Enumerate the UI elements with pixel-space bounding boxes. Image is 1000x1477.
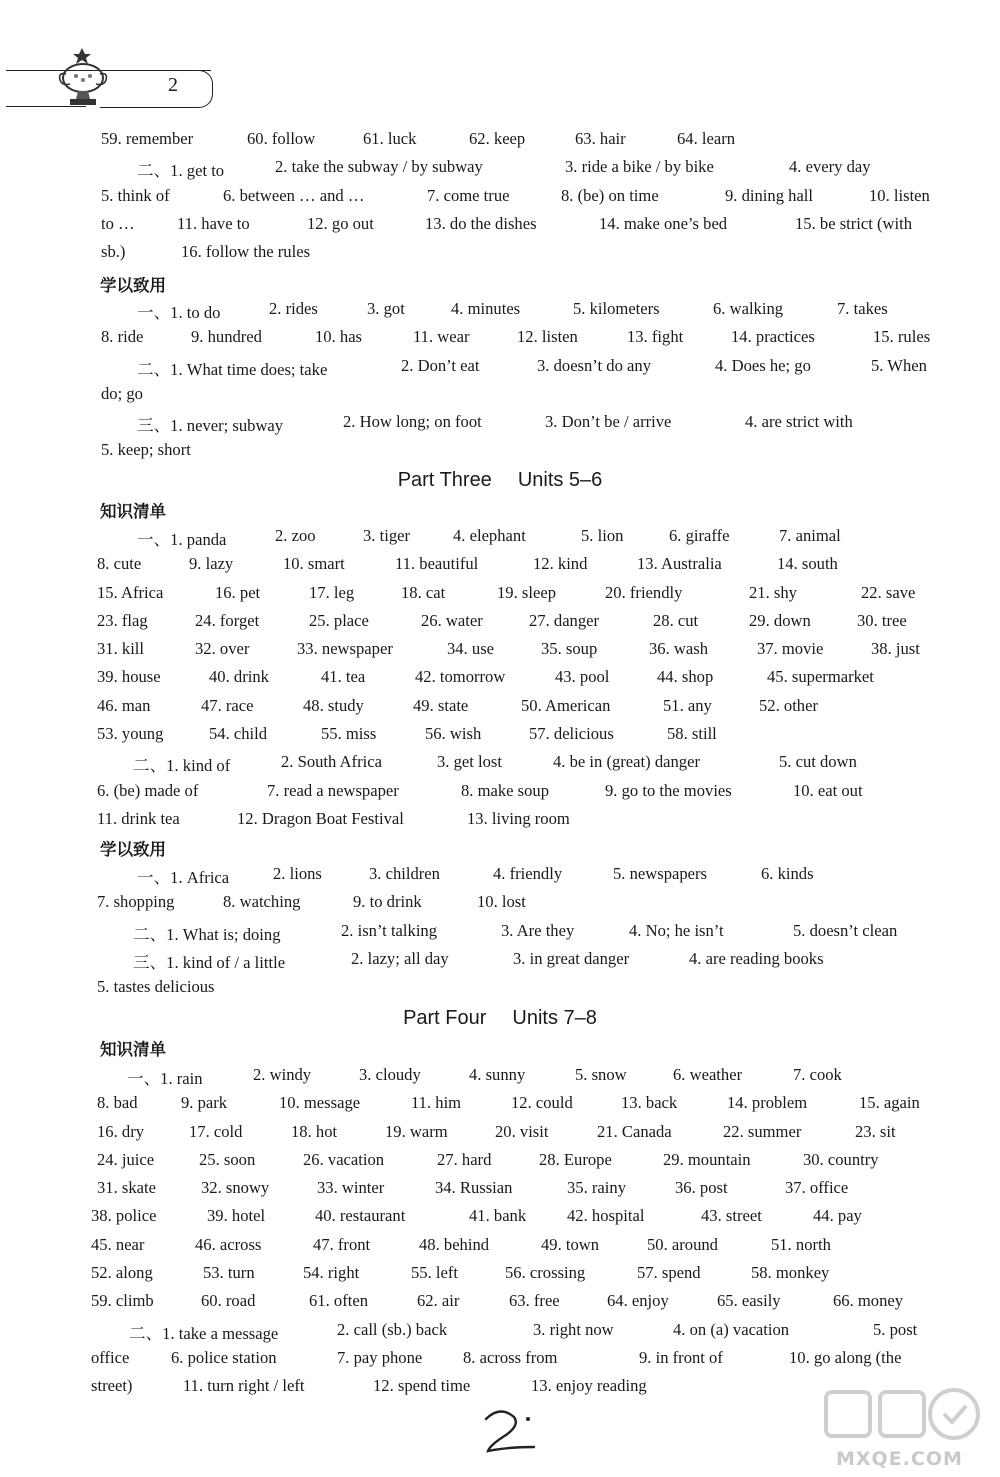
answer-item: 2. zoo <box>275 526 316 545</box>
answer-item: 5. doesn’t clean <box>793 920 898 940</box>
watermark-text: MXQE.COM <box>836 1448 963 1470</box>
answer-item: 20. visit <box>495 1121 549 1141</box>
answer-item: 14. problem <box>727 1093 808 1113</box>
answer-item: 9. hundred <box>191 327 262 347</box>
answer-row <box>91 1234 945 1263</box>
answer-item: 3. tiger <box>363 526 411 545</box>
answer-item: 2. lazy; all day <box>351 948 449 968</box>
answer-item: 2. windy <box>253 1065 312 1084</box>
answer-row <box>97 611 945 639</box>
answer-item: 44. pay <box>813 1206 862 1226</box>
answer-item: 二、1. What time does; take <box>137 359 328 379</box>
answer-item: 一、1. Africa <box>137 868 230 887</box>
answer-item: 17. leg <box>309 582 355 602</box>
answer-item: 8. watching <box>223 892 301 912</box>
answer-row <box>97 864 945 892</box>
answer-item: 4. are strict with <box>745 412 853 432</box>
answer-item: office <box>91 1347 130 1367</box>
answer-item: 61. often <box>309 1291 368 1311</box>
answer-item: 36. wash <box>649 639 708 659</box>
answer-row <box>97 781 945 809</box>
answer-item: 一、1. to do <box>137 303 221 322</box>
answer-row <box>97 752 945 780</box>
answer-item: 26. vacation <box>303 1149 385 1169</box>
answer-item: 3. right now <box>533 1319 614 1339</box>
answer-item: 25. soon <box>199 1149 256 1169</box>
answer-item: 52. along <box>91 1263 153 1283</box>
answer-item: 51. any <box>663 695 712 715</box>
answer-item: 52. other <box>759 695 818 715</box>
answer-item: 4. elephant <box>453 526 526 545</box>
answer-item: 39. house <box>97 667 161 687</box>
answer-item: 30. country <box>803 1149 879 1169</box>
answer-item: 4. are reading books <box>689 948 824 968</box>
answer-item: 54. child <box>209 724 268 744</box>
answer-item: 8. across from <box>463 1347 558 1367</box>
answer-item: 6. police station <box>171 1347 277 1367</box>
answer-item: 6. between … and … <box>223 185 365 205</box>
answer-item: 16. dry <box>97 1121 145 1141</box>
answer-item: 12. spend time <box>373 1376 471 1396</box>
answer-item: 8. cute <box>97 554 142 574</box>
answer-item: 3. doesn’t do any <box>537 355 651 375</box>
answer-row <box>97 327 945 355</box>
answer-item: 56. crossing <box>505 1263 586 1283</box>
answer-item: 7. takes <box>837 299 888 318</box>
answer-item: 6. kinds <box>761 864 814 883</box>
answer-item: 45. near <box>91 1234 145 1254</box>
answer-item: 4. every day <box>789 157 871 177</box>
answer-item: 23. flag <box>97 610 148 630</box>
answer-item: 4. sunny <box>469 1065 526 1084</box>
answer-row <box>97 356 945 384</box>
answer-item: 4. Does he; go <box>715 355 811 375</box>
answer-item: 44. shop <box>657 667 714 687</box>
section-part-four-list <box>91 1065 945 1405</box>
answer-item: 9. park <box>181 1093 228 1113</box>
answer-row <box>97 921 945 949</box>
answer-item: 6. weather <box>673 1065 743 1084</box>
answer-item: 53. turn <box>203 1263 255 1283</box>
answer-item: 37. movie <box>757 639 824 659</box>
answer-row <box>97 1122 945 1150</box>
answer-item: 8. make soup <box>461 780 550 800</box>
answer-item: 38. just <box>871 639 920 659</box>
answer-item: 7. cook <box>793 1065 842 1084</box>
answer-item: 37. office <box>785 1178 849 1198</box>
answer-item: 38. police <box>91 1206 157 1226</box>
answer-item: 3. got <box>367 299 405 318</box>
answer-row <box>97 526 945 554</box>
answer-row <box>91 1206 945 1234</box>
answer-item: 62. air <box>417 1291 460 1311</box>
answer-item: 31. kill <box>97 639 145 659</box>
answer-row <box>97 639 945 667</box>
answer-item: 40. restaurant <box>315 1206 406 1226</box>
answer-item: 3. get lost <box>437 752 502 772</box>
answer-row <box>97 724 945 752</box>
answer-item: 15. Africa <box>97 582 164 602</box>
answer-item: 60. road <box>201 1291 256 1311</box>
answer-item: 43. pool <box>555 667 610 687</box>
watermark-emblem-icon <box>818 1386 988 1450</box>
answer-item: 一、1. panda <box>137 530 227 549</box>
answer-item: 11. turn right / left <box>183 1376 305 1396</box>
answer-item: 三、1. kind of / a little <box>133 952 286 972</box>
answer-item: 7. pay phone <box>337 1347 423 1367</box>
answer-item: 63. free <box>509 1291 560 1311</box>
answer-item: 18. hot <box>291 1121 338 1141</box>
subheading-knowledge: 知识清单 <box>100 1040 166 1059</box>
answer-item: 51. north <box>771 1234 831 1254</box>
answer-item: 19. warm <box>385 1121 448 1141</box>
answer-item: 12. go out <box>307 213 374 233</box>
answer-row <box>97 242 945 270</box>
answer-item: 6. (be) made of <box>97 780 199 800</box>
answer-item: 12. listen <box>517 327 578 347</box>
answer-item: 5. kilometers <box>573 299 660 318</box>
answer-item: 9. go to the movies <box>605 780 732 800</box>
answer-item: 3. ride a bike / by bike <box>565 157 714 177</box>
answer-item: 34. Russian <box>435 1178 513 1198</box>
section-practice-1 <box>97 299 945 469</box>
answer-item: 27. danger <box>529 610 600 630</box>
handwritten-mark <box>480 1405 560 1455</box>
answer-item: 14. practices <box>731 327 815 347</box>
answer-item: 29. down <box>749 610 811 630</box>
answer-row <box>97 129 945 157</box>
answer-item: 5. cut down <box>779 752 857 772</box>
answer-item: 45. supermarket <box>767 667 874 687</box>
answer-row <box>97 977 945 1005</box>
answer-item: 63. hair <box>575 129 626 148</box>
answer-item: 15. again <box>859 1093 920 1113</box>
answer-item: 12. kind <box>533 554 588 574</box>
answer-row <box>97 186 945 214</box>
answer-item: 2. isn’t talking <box>341 920 438 940</box>
answer-item: 5. tastes delicious <box>97 977 215 997</box>
answer-item: 26. water <box>421 610 483 630</box>
section-part-three-list <box>97 526 945 837</box>
answer-row <box>97 384 945 412</box>
answer-item: 16. follow the rules <box>181 242 311 262</box>
answer-item: 3. cloudy <box>359 1065 421 1084</box>
answer-item: 5. keep; short <box>101 440 191 460</box>
answer-item: 61. luck <box>363 129 417 148</box>
answer-item: 17. cold <box>189 1121 243 1141</box>
answer-item: 2. lions <box>273 864 322 883</box>
answer-item: 8. (be) on time <box>561 185 659 205</box>
answer-item: 66. money <box>833 1291 904 1311</box>
answer-item: 57. spend <box>637 1263 701 1283</box>
answer-item: 22. summer <box>723 1121 802 1141</box>
answer-row <box>91 1347 945 1376</box>
answer-item: 29. mountain <box>663 1149 751 1169</box>
answer-item: 5. think of <box>101 185 170 205</box>
subheading-practice: 学以致用 <box>100 276 166 295</box>
answer-row <box>97 440 945 468</box>
answer-item: 3. children <box>369 864 440 883</box>
answer-item: 12. could <box>511 1093 573 1113</box>
answer-item: 2. How long; on foot <box>343 412 482 432</box>
answer-item: 8. ride <box>101 327 144 347</box>
answer-item: 23. sit <box>855 1121 896 1141</box>
answer-item: 11. beautiful <box>395 554 479 574</box>
answer-item: to … <box>101 213 135 233</box>
section-practice-2 <box>97 864 945 1005</box>
answer-item: 11. him <box>411 1093 462 1113</box>
answer-item: 二、1. What is; doing <box>133 924 281 944</box>
answer-item: 15. be strict (with <box>795 213 913 233</box>
answer-item: 10. has <box>315 327 363 347</box>
answer-item: 33. winter <box>317 1178 385 1198</box>
answer-item: 27. hard <box>437 1149 492 1169</box>
answer-item: 3. Are they <box>501 920 575 940</box>
answer-item: 65. easily <box>717 1291 781 1311</box>
part-heading <box>0 469 1000 492</box>
answer-item: 64. learn <box>677 129 736 148</box>
answer-item: 56. wish <box>425 724 482 744</box>
watermark-logo <box>818 1386 988 1472</box>
answer-item: sb.) <box>101 242 126 262</box>
answer-item: 21. Canada <box>597 1121 672 1141</box>
page-header <box>0 40 230 112</box>
answer-item: 3. in great danger <box>513 948 630 968</box>
answer-item: 7. come true <box>427 185 510 205</box>
answer-row <box>97 809 945 837</box>
part-heading <box>0 1007 1000 1030</box>
answer-row <box>97 299 945 327</box>
answer-item: 5. snow <box>575 1065 627 1084</box>
answer-item: 12. Dragon Boat Festival <box>237 808 404 828</box>
answer-row <box>97 157 945 185</box>
answer-item: 28. cut <box>653 610 699 630</box>
answer-row <box>97 667 945 695</box>
answer-item: 58. monkey <box>751 1263 830 1283</box>
answer-item: 55. miss <box>321 724 377 744</box>
answer-item: 2. rides <box>269 299 318 318</box>
answer-item: 10. smart <box>283 554 345 574</box>
answer-item: 46. across <box>195 1234 262 1254</box>
answer-item: 36. post <box>675 1178 728 1198</box>
answer-item: 9. in front of <box>639 1347 723 1367</box>
answer-item: 41. tea <box>321 667 366 687</box>
answer-item: 11. drink tea <box>97 808 180 828</box>
answer-item: 15. rules <box>873 327 931 347</box>
answer-item: 49. state <box>413 695 469 715</box>
answer-item: 2. South Africa <box>281 752 382 772</box>
answer-item: 7. read a newspaper <box>267 780 399 800</box>
answer-item: 4. be in (great) danger <box>553 752 700 772</box>
answer-row <box>97 949 945 977</box>
answer-item: do; go <box>101 383 143 403</box>
answer-item: 35. rainy <box>567 1178 626 1198</box>
answer-item: 59. remember <box>101 129 194 148</box>
answer-item: 59. climb <box>91 1291 154 1311</box>
answer-item: 42. hospital <box>567 1206 645 1226</box>
answer-item: 9. lazy <box>189 554 234 574</box>
answer-item: 5. When <box>871 355 927 375</box>
answer-item: 46. man <box>97 695 151 715</box>
answer-item: 13. Australia <box>637 554 722 574</box>
answer-item: 24. juice <box>97 1149 155 1169</box>
answer-item: street) <box>91 1376 133 1396</box>
answer-item: 32. over <box>195 639 250 659</box>
answer-item: 62. keep <box>469 129 526 148</box>
answer-item: 54. right <box>303 1263 360 1283</box>
answer-row <box>97 1150 945 1178</box>
answer-item: 二、1. take a message <box>129 1323 279 1343</box>
answer-item: 10. go along (the <box>789 1347 902 1367</box>
answer-item: 22. save <box>861 582 916 602</box>
answer-row <box>97 1093 945 1121</box>
answer-item: 9. to drink <box>353 892 422 912</box>
answer-item: 64. enjoy <box>607 1291 669 1311</box>
answer-item: 7. shopping <box>97 892 175 912</box>
answer-item: 40. drink <box>209 667 269 687</box>
answer-item: 18. cat <box>401 582 446 602</box>
answer-item: 二、1. kind of <box>133 756 231 776</box>
units-title: Units 5–6 <box>517 469 603 491</box>
answer-item: 5. post <box>873 1319 918 1339</box>
answer-item: 11. have to <box>177 213 250 233</box>
answer-row <box>97 583 945 611</box>
answer-item: 5. newspapers <box>613 864 708 883</box>
answer-item: 32. snowy <box>201 1178 270 1198</box>
answer-row <box>91 1263 945 1291</box>
page-number: 2 <box>168 74 178 96</box>
answer-item: 16. pet <box>215 582 261 602</box>
answer-item: 一、1. rain <box>127 1069 203 1088</box>
answer-row <box>97 1065 945 1093</box>
answer-item: 4. friendly <box>493 864 563 883</box>
answer-item: 2. take the subway / by subway <box>275 157 483 177</box>
answer-item: 6. walking <box>713 299 784 318</box>
answer-row <box>97 214 945 242</box>
answer-item: 8. bad <box>97 1093 138 1113</box>
answer-item: 7. animal <box>779 526 841 545</box>
answer-item: 9. dining hall <box>725 185 814 205</box>
page-number-tab <box>100 70 213 108</box>
answer-item: 2. call (sb.) back <box>337 1319 448 1339</box>
answer-row <box>97 1320 945 1348</box>
answer-item: 10. lost <box>477 892 526 912</box>
answer-item: 47. front <box>313 1234 371 1254</box>
answer-item: 3. Don’t be / arrive <box>545 412 672 432</box>
answer-row <box>91 1291 945 1319</box>
answer-item: 43. street <box>701 1206 762 1226</box>
answer-item: 48. study <box>303 695 364 715</box>
answer-item: 55. left <box>411 1263 459 1283</box>
answer-item: 33. newspaper <box>297 639 393 659</box>
answer-item: 48. behind <box>419 1234 490 1254</box>
answer-row <box>97 696 945 724</box>
answer-item: 42. tomorrow <box>415 667 506 687</box>
part-title: Part Three <box>397 469 492 491</box>
answer-item: 39. hotel <box>207 1206 266 1226</box>
answer-row <box>97 892 945 920</box>
answer-item: 14. make one’s bed <box>599 213 728 233</box>
answer-item: 14. south <box>777 554 838 574</box>
trophy-icon <box>52 46 116 110</box>
answer-item: 49. town <box>541 1234 600 1254</box>
units-title: Units 7–8 <box>512 1007 597 1029</box>
answer-item: 6. giraffe <box>669 526 730 545</box>
answer-item: 24. forget <box>195 610 260 630</box>
answer-item: 13. back <box>621 1093 678 1113</box>
answer-item: 13. fight <box>627 327 684 347</box>
answer-item: 4. minutes <box>451 299 521 318</box>
answer-item: 58. still <box>667 724 717 744</box>
answer-item: 47. race <box>201 695 254 715</box>
answer-item: 10. eat out <box>793 780 863 800</box>
answer-item: 41. bank <box>469 1206 527 1226</box>
answer-item: 50. around <box>647 1234 718 1254</box>
answer-item: 10. listen <box>869 185 930 205</box>
answer-item: 三、1. never; subway <box>137 416 284 436</box>
answer-item: 28. Europe <box>539 1149 612 1169</box>
answer-item: 10. message <box>279 1093 361 1113</box>
answer-row <box>97 1178 945 1206</box>
answer-item: 5. lion <box>581 526 624 545</box>
answer-item: 34. use <box>447 639 495 659</box>
answer-item: 53. young <box>97 724 164 744</box>
answer-item: 20. friendly <box>605 582 683 602</box>
subheading-knowledge: 知识清单 <box>100 502 166 521</box>
answer-item: 50. American <box>521 695 611 715</box>
answer-item: 25. place <box>309 610 369 630</box>
answer-row <box>97 412 945 440</box>
answer-item: 11. wear <box>413 327 470 347</box>
subheading-practice: 学以致用 <box>100 840 166 859</box>
answer-item: 60. follow <box>247 129 316 148</box>
answer-item: 13. enjoy reading <box>531 1376 647 1396</box>
answer-item: 4. on (a) vacation <box>673 1319 790 1339</box>
answer-item: 30. tree <box>857 610 907 630</box>
answer-item: 2. Don’t eat <box>401 355 480 375</box>
answer-item: 31. skate <box>97 1178 156 1198</box>
section-continuation <box>97 129 945 270</box>
answer-item: 二、1. get to <box>137 161 225 181</box>
answer-item: 13. do the dishes <box>425 213 537 233</box>
answer-item: 35. soup <box>541 639 598 659</box>
answer-item: 4. No; he isn’t <box>629 920 724 940</box>
part-title: Part Four <box>403 1007 487 1029</box>
answer-row <box>97 554 945 582</box>
answer-item: 13. living room <box>467 808 570 828</box>
answer-item: 57. delicious <box>529 724 614 744</box>
answer-item: 19. sleep <box>497 582 556 602</box>
answer-item: 21. shy <box>749 582 797 602</box>
